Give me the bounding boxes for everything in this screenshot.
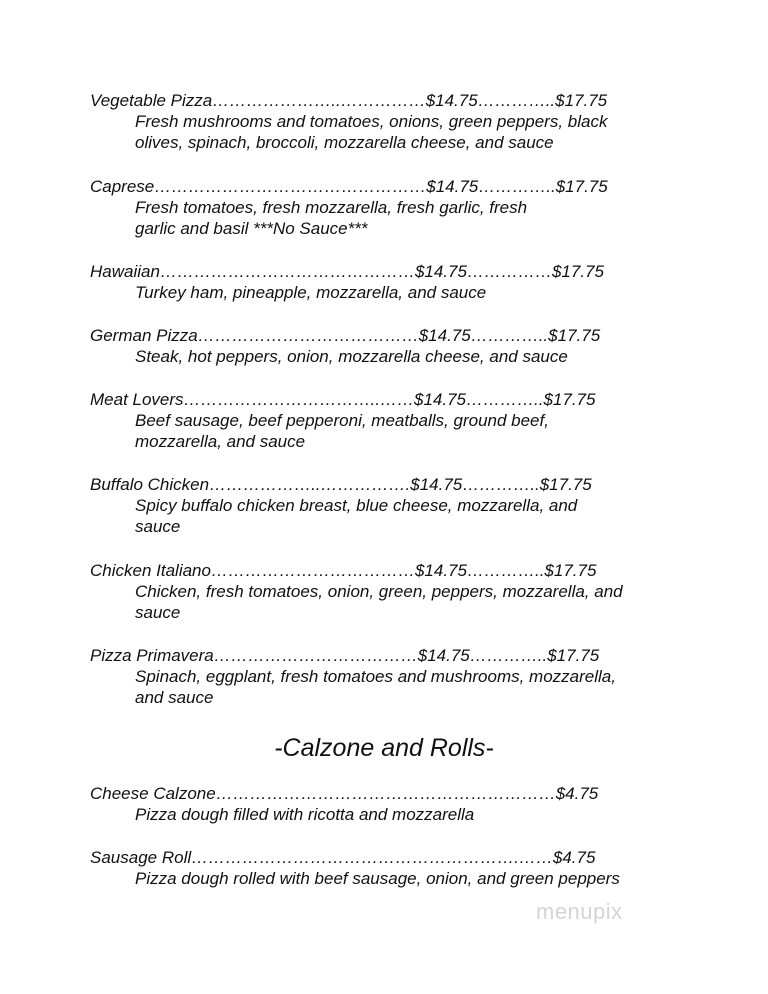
dot-leader: ………………………………… — [197, 326, 419, 345]
item-description: Beef sausage, beef pepperoni, meatballs, ground beef, — [135, 411, 549, 430]
menu-item-german-pizza — [90, 325, 690, 367]
dot-leader: ………….. — [470, 326, 549, 345]
price-small: $14.75 — [425, 91, 478, 110]
item-description: Pizza dough rolled with beef sausage, onion, and green peppers — [135, 869, 620, 888]
item-description: garlic and basil ***No Sauce*** — [135, 219, 368, 238]
item-description: Chicken, fresh tomatoes, onion, green, peppers, mozzarella, and — [135, 582, 623, 601]
dot-leader: ……………………………… — [210, 561, 415, 580]
menu-item-cheese-calzone — [90, 783, 690, 825]
dot-leader: ………….. — [477, 91, 556, 110]
dot-leader: ………….. — [478, 177, 556, 196]
item-description: Spinach, eggplant, fresh tomatoes and mushrooms, mozzarella, — [135, 667, 616, 686]
dot-leader: ……………………………… — [213, 646, 418, 665]
menu-item-caprese — [90, 176, 690, 239]
item-description: Turkey ham, pineapple, mozzarella, and sauce — [135, 283, 487, 302]
dot-leader: ………….. — [469, 646, 548, 665]
price-large: $17.75 — [548, 326, 601, 345]
item-name: Pizza Primavera — [90, 646, 214, 665]
item-name: German Pizza — [90, 326, 198, 345]
dot-leader: ………….. — [466, 390, 544, 409]
item-name: Sausage Roll — [90, 848, 192, 867]
item-description: Fresh tomatoes, fresh mozzarella, fresh garlic, fresh — [135, 198, 528, 217]
dot-leader: …………………..…………… — [212, 91, 426, 110]
item-description: Steak, hot peppers, onion, mozzarella cheese, and sauce — [135, 347, 568, 366]
price-small: $14.75 — [414, 390, 466, 409]
menu-item-hawaiian — [90, 261, 690, 303]
dot-leader: …………………………………………………… — [215, 784, 556, 803]
item-description: Fresh mushrooms and tomatoes, onions, green peppers, black — [135, 112, 608, 131]
dot-leader: ………………………………………………….…… — [191, 848, 553, 867]
item-description: Pizza dough filled with ricotta and mozzarella — [135, 805, 475, 824]
dot-leader: ………….. — [466, 561, 545, 580]
price: $4.75 — [552, 848, 596, 867]
menu-item-chicken-italiano — [90, 560, 690, 623]
item-name: Buffalo Chicken — [90, 475, 210, 494]
menupix-watermark: menupix — [536, 899, 623, 924]
item-description: sauce — [135, 517, 181, 536]
item-description: sauce — [135, 603, 181, 622]
item-name: Hawaiian — [90, 262, 160, 281]
price-small: $14.75 — [418, 326, 471, 345]
menu-item-sausage-roll — [90, 847, 690, 889]
item-description: mozzarella, and sauce — [135, 432, 306, 451]
dot-leader: …………… — [466, 262, 552, 281]
item-description: olives, spinach, broccoli, mozzarella cheese, and sauce — [135, 133, 554, 152]
price-large: $17.75 — [551, 262, 604, 281]
price-small: $14.75 — [410, 475, 463, 494]
menu-item-meat-lovers — [90, 389, 690, 452]
price-large: $17.75 — [555, 91, 608, 110]
price-small: $14.75 — [417, 646, 470, 665]
item-name: Vegetable Pizza — [90, 91, 213, 110]
section-title: -Calzone and Rolls- — [274, 734, 494, 762]
price-small: $14.75 — [414, 561, 467, 580]
price-large: $17.75 — [544, 561, 597, 580]
item-name: Caprese — [90, 177, 155, 196]
item-description: Spicy buffalo chicken breast, blue cheese, mozzarella, and — [135, 496, 578, 515]
item-name: Cheese Calzone — [90, 784, 216, 803]
dot-leader: ………………..……………. — [209, 475, 411, 494]
menu-item-buffalo-chicken — [90, 474, 690, 537]
dot-leader: ……………………………………… — [159, 262, 415, 281]
dot-leader: ……………………………..…… — [183, 390, 414, 409]
item-name: Meat Lovers — [90, 390, 184, 409]
price-large: $17.75 — [539, 475, 592, 494]
item-name: Chicken Italiano — [90, 561, 211, 580]
price-large: $17.75 — [543, 390, 596, 409]
price-small: $14.75 — [426, 177, 479, 196]
dot-leader: ………………………………………… — [154, 177, 427, 196]
price-large: $17.75 — [547, 646, 600, 665]
dot-leader: ………….. — [462, 475, 540, 494]
menu-item-vegetable-pizza — [90, 90, 690, 153]
item-description: and sauce — [135, 688, 214, 707]
menu-item-pizza-primavera — [90, 645, 690, 708]
price: $4.75 — [555, 784, 599, 803]
price-large: $17.75 — [555, 177, 608, 196]
price-small: $14.75 — [414, 262, 467, 281]
